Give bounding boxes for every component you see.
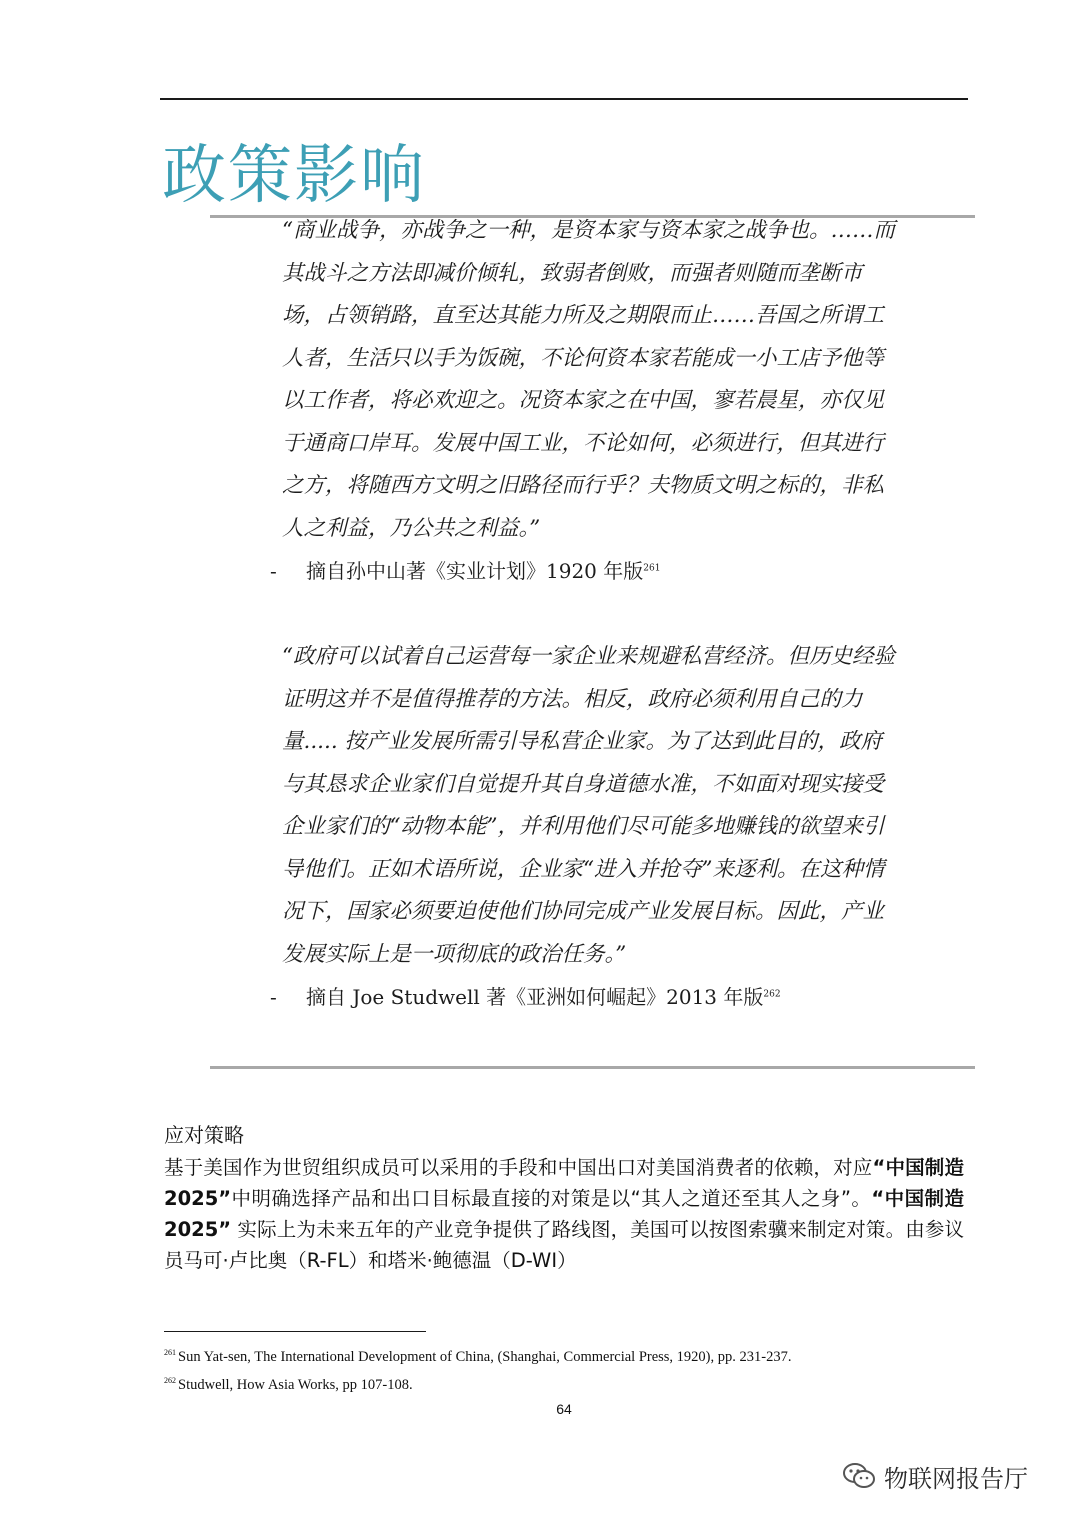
body-paragraph [164, 1152, 964, 1276]
footnote-261 [164, 1347, 791, 1367]
footnote-ref[interactable]: 261 [643, 563, 661, 574]
body-bold-term: “中国制造2025” [164, 1187, 964, 1241]
footnote-text: Studwell, How Asia Works, pp 107-108. [178, 1377, 413, 1393]
footnote-text: Sun Yat-sen, The International Development of China, (Shanghai, Commercial Press, 1920), pp. 231-237. [178, 1349, 792, 1365]
section-heading: 应对策略 [164, 1123, 244, 1147]
watermark-text: 物联网报告厅 [884, 1464, 1028, 1493]
attribution-text: 摘自 Joe Studwell 著《亚洲如何崛起》2013 年版 [306, 985, 764, 1009]
quote-sun-yat-sen: “商业战争，亦战争之一种，是资本家与资本家之战争也。……而其战斗之方法即减价倾轧，致弱者倒败，而强者则随而垄断市场，占领销路，直至达其能力所及之期限而止……吾国之所谓工人者，生活只以手为饭碗，不论何资本家若能成一小工店予他等以工作者，将必欢迎之。况资本家之在中国，寥若晨星，亦仅见于通商口岸耳。发展中国工业，不论如何，必须进行，但其进行之方，将随西方文明之旧路径而行乎？夫物质文明之标的，非私人之利益，乃公共之利益。” [282, 218, 895, 541]
page-number: 64 [556, 1401, 572, 1417]
quote-studwell: “政府可以试着自己运营每一家企业来规避私营经济。但历史经验证明这并不是值得推荐的方法。相反，政府必须利用自己的力量..... 按产业发展所需引导私营企业家。为了达到此目的，政府与其恳求企业家们自觉提升其自身道德水准，不如面对现实接受企业家们的“动物本能”，并利用他们尽可能多地赚钱的欲望来引导他们。正如术语所说，企业家“进入并抢夺”来逐利。在这种情况下，国家必须要迫使他们协同完成产业发展目标。因此，产业发展实际上是一项彻底的政治任务。” [282, 644, 895, 967]
body-text-part: 实际上为未来五年的产业竞争提供了路线图，美国可以按图索骥来制定对策。由参议员马可·卢比奥（R-FL）和塔米·鲍德温（D-WI） [164, 1218, 964, 1272]
attribution-text: 摘自孙中山著《实业计划》1920 年版 [306, 559, 644, 583]
attribution-dash: - [270, 985, 277, 1009]
watermark [842, 1456, 1028, 1496]
wechat-icon [842, 1461, 876, 1491]
attribution-dash: - [270, 559, 277, 583]
top-rule [160, 98, 968, 100]
footnote-262 [164, 1375, 413, 1395]
quote-attribution-1 [270, 556, 660, 586]
footnote-number: 262 [164, 1376, 176, 1386]
quote-bottom-rule [210, 1066, 975, 1069]
quote-attribution-2 [270, 982, 781, 1012]
footnote-number: 261 [164, 1348, 176, 1358]
body-text-part: 基于美国作为世贸组织成员可以采用的手段和中国出口对美国消费者的依赖，对应 [164, 1156, 873, 1179]
body-bold-term: “中国制造2025” [164, 1156, 964, 1210]
footnote-rule [164, 1331, 426, 1332]
page-title: 政策影响 [162, 139, 426, 213]
footnote-ref[interactable]: 262 [763, 989, 781, 1000]
body-text-part: 中明确选择产品和出口目标最直接的对策是以“其人之道还至其人之身”。 [231, 1187, 872, 1210]
